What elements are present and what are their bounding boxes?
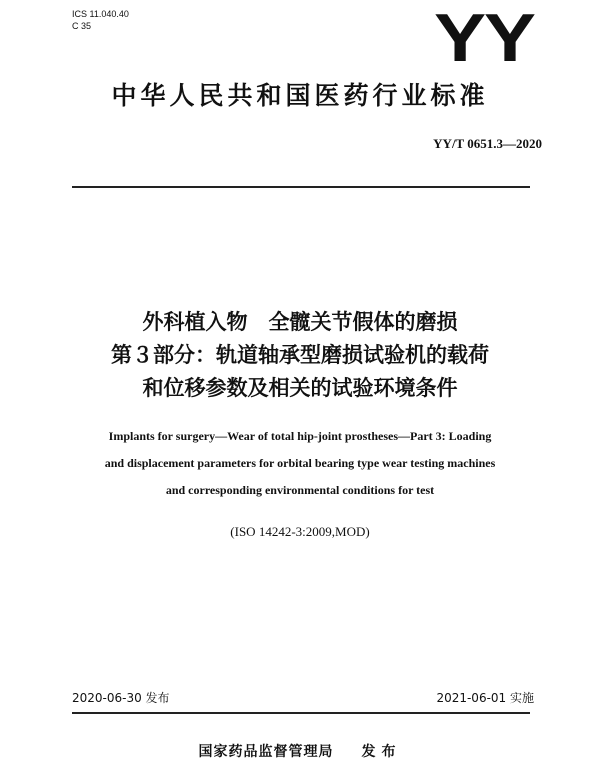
bottom-divider <box>72 712 530 714</box>
title-en-line-3: and corresponding environmental conditions for test <box>165 483 435 497</box>
title-zh-line-1: 外科植入物 全髋关节假体的磨损 <box>142 310 458 334</box>
publisher-action: 发布 <box>361 744 402 760</box>
publisher-line <box>0 741 600 761</box>
title-zh-line-2: 第３部分：轨道轴承型磨损试验机的载荷 <box>111 343 489 367</box>
classification-codes <box>72 8 129 32</box>
standard-number-text: YY/T 0651.3—2020 <box>433 136 542 151</box>
title-zh-line-3: 和位移参数及相关的试验环境条件 <box>142 376 458 400</box>
issue-date: 2020-06-30 发布 <box>72 691 170 705</box>
title-en-line-1: Implants for surgery—Wear of total hip-joint prostheses—Part 3: Loading <box>108 429 492 443</box>
publisher-name: 国家药品监督管理局 <box>198 744 334 760</box>
ics-code: ICS 11.040.40 <box>72 9 129 19</box>
yy-standard-logo: YY <box>434 0 534 76</box>
top-divider <box>72 186 530 188</box>
title-en-line-2: and displacement parameters for orbital bearing type wear testing machines <box>104 456 496 470</box>
iso-reference: (ISO 14242-3:2009,MOD) <box>230 524 370 539</box>
implementation-date: 2021-06-01 实施 <box>436 691 534 705</box>
industry-standard-heading: 中华人民共和国医药行业标准 <box>111 81 489 110</box>
standard-number <box>433 136 542 152</box>
ccs-code: C 35 <box>72 21 92 31</box>
